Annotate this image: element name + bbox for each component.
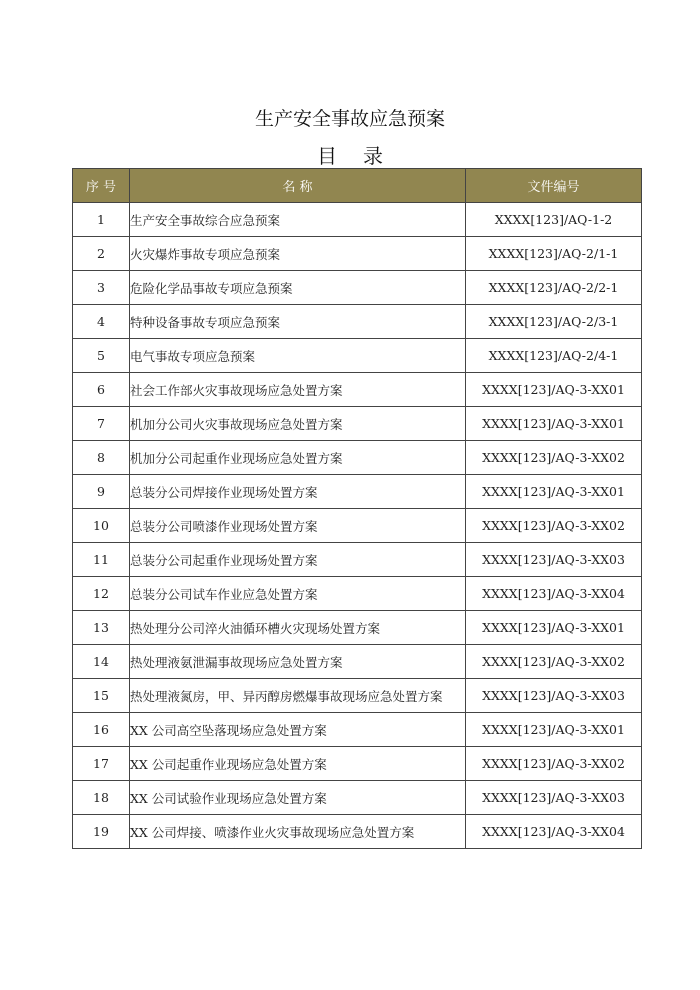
table-row <box>73 305 642 339</box>
row-code: XXXX[123]/AQ-3-XX02 <box>466 747 642 781</box>
row-code: XXXX[123]/AQ-3-XX02 <box>466 441 642 475</box>
row-number: 8 <box>73 441 130 475</box>
table-row <box>73 645 642 679</box>
row-number: 3 <box>73 271 130 305</box>
row-code: XXXX[123]/AQ-2/3-1 <box>466 305 642 339</box>
table-row <box>73 543 642 577</box>
row-name: XX 公司试验作业现场应急处置方案 <box>130 781 466 815</box>
table-row <box>73 781 642 815</box>
table-row <box>73 679 642 713</box>
table-row <box>73 271 642 305</box>
table-row <box>73 475 642 509</box>
row-name: 热处理液氨泄漏事故现场应急处置方案 <box>130 645 466 679</box>
document-title: 生产安全事故应急预案 <box>254 108 445 130</box>
table-row <box>73 237 642 271</box>
row-number: 2 <box>73 237 130 271</box>
row-number: 16 <box>73 713 130 747</box>
row-name: XX 公司起重作业现场应急处置方案 <box>130 747 466 781</box>
row-number: 1 <box>73 203 130 237</box>
table-row <box>73 441 642 475</box>
table-row <box>73 509 642 543</box>
toc-table <box>72 168 642 849</box>
row-number: 4 <box>73 305 130 339</box>
row-code: XXXX[123]/AQ-3-XX03 <box>466 679 642 713</box>
row-code: XXXX[123]/AQ-2/1-1 <box>466 237 642 271</box>
row-code: XXXX[123]/AQ-3-XX01 <box>466 475 642 509</box>
row-number: 10 <box>73 509 130 543</box>
row-name: 总装分公司焊接作业现场处置方案 <box>130 475 466 509</box>
row-number: 19 <box>73 815 130 849</box>
row-number: 14 <box>73 645 130 679</box>
header-no: 序 号 <box>73 169 130 203</box>
row-code: XXXX[123]/AQ-3-XX01 <box>466 611 642 645</box>
row-name: 热处理液氮房，甲、异丙醇房燃爆事故现场应急处置方案 <box>130 679 466 713</box>
row-name: XX 公司高空坠落现场应急处置方案 <box>130 713 466 747</box>
row-name: 机加分公司起重作业现场应急处置方案 <box>130 441 466 475</box>
row-name: 电气事故专项应急预案 <box>130 339 466 373</box>
row-code: XXXX[123]/AQ-3-XX02 <box>466 645 642 679</box>
row-name: 火灾爆炸事故专项应急预案 <box>130 237 466 271</box>
header-code: 文件编号 <box>466 169 642 203</box>
row-name: 总装分公司试车作业应急处置方案 <box>130 577 466 611</box>
row-code: XXXX[123]/AQ-2/4-1 <box>466 339 642 373</box>
row-number: 9 <box>73 475 130 509</box>
document-subtitle: 目录 <box>317 144 409 168</box>
row-name: 社会工作部火灾事故现场应急处置方案 <box>130 373 466 407</box>
header-name: 名 称 <box>130 169 466 203</box>
table-row <box>73 203 642 237</box>
table-row <box>73 339 642 373</box>
table-row <box>73 747 642 781</box>
toc-body <box>73 203 642 849</box>
table-row <box>73 373 642 407</box>
row-name: 总装分公司起重作业现场处置方案 <box>130 543 466 577</box>
row-code: XXXX[123]/AQ-1-2 <box>466 203 642 237</box>
row-number: 13 <box>73 611 130 645</box>
row-code: XXXX[123]/AQ-3-XX03 <box>466 781 642 815</box>
row-name: 机加分公司火灾事故现场应急处置方案 <box>130 407 466 441</box>
row-code: XXXX[123]/AQ-3-XX01 <box>466 373 642 407</box>
table-row <box>73 407 642 441</box>
table-row <box>73 577 642 611</box>
row-name: 危险化学品事故专项应急预案 <box>130 271 466 305</box>
row-code: XXXX[123]/AQ-3-XX03 <box>466 543 642 577</box>
row-code: XXXX[123]/AQ-3-XX04 <box>466 577 642 611</box>
row-number: 6 <box>73 373 130 407</box>
table-row <box>73 713 642 747</box>
row-name: 热处理分公司淬火油循环槽火灾现场处置方案 <box>130 611 466 645</box>
row-code: XXXX[123]/AQ-3-XX01 <box>466 713 642 747</box>
row-name: XX 公司焊接、喷漆作业火灾事故现场应急处置方案 <box>130 815 466 849</box>
row-number: 18 <box>73 781 130 815</box>
row-name: 特种设备事故专项应急预案 <box>130 305 466 339</box>
row-number: 17 <box>73 747 130 781</box>
row-name: 生产安全事故综合应急预案 <box>130 203 466 237</box>
row-number: 15 <box>73 679 130 713</box>
row-code: XXXX[123]/AQ-3-XX02 <box>466 509 642 543</box>
row-name: 总装分公司喷漆作业现场处置方案 <box>130 509 466 543</box>
row-code: XXXX[123]/AQ-2/2-1 <box>466 271 642 305</box>
row-code: XXXX[123]/AQ-3-XX04 <box>466 815 642 849</box>
table-header-row <box>73 169 642 203</box>
row-number: 12 <box>73 577 130 611</box>
row-code: XXXX[123]/AQ-3-XX01 <box>466 407 642 441</box>
row-number: 7 <box>73 407 130 441</box>
table-row <box>73 611 642 645</box>
table-row <box>73 815 642 849</box>
row-number: 5 <box>73 339 130 373</box>
row-number: 11 <box>73 543 130 577</box>
